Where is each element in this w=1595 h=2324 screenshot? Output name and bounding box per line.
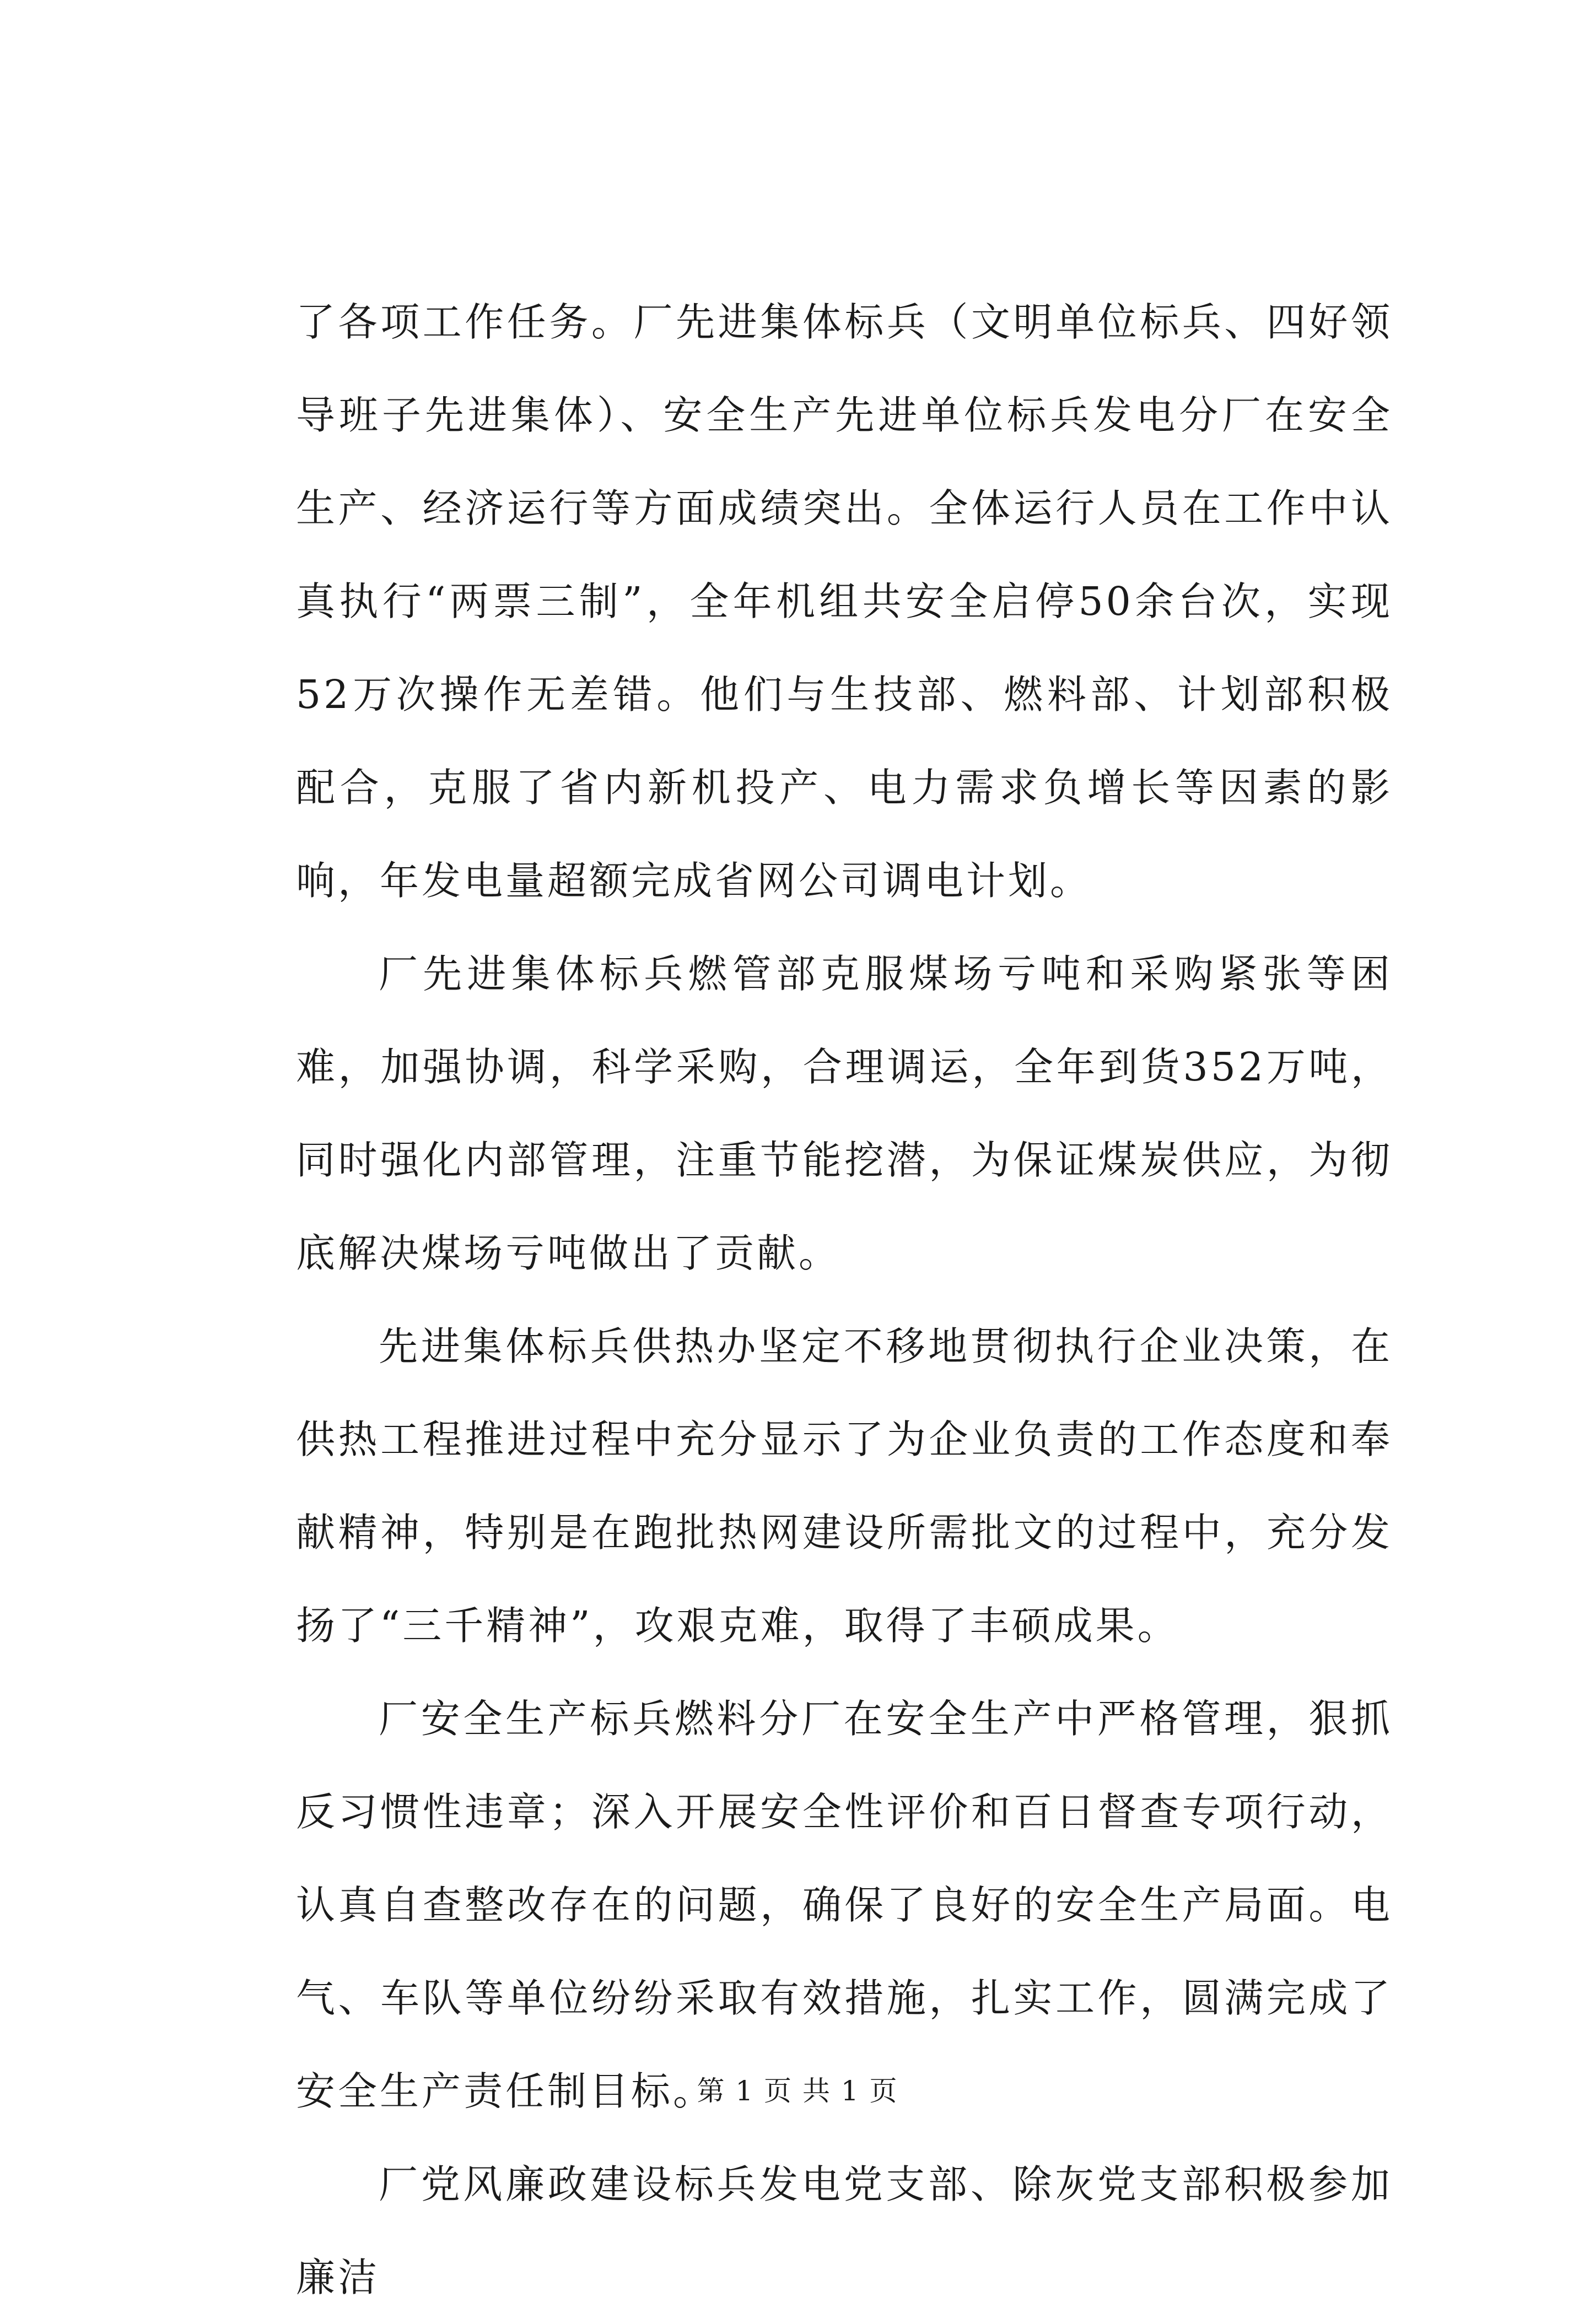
paragraph-party-conduct: 厂党风廉政建设标兵发电党支部、除灰党支部积极参加廉洁 [296,2161,1393,2300]
page-number: 第 1 页 共 1 页 [697,2075,898,2107]
document-body [296,275,1393,2324]
paragraph-heating-office: 先进集体标兵供热办坚定不移地贯彻执行企业决策，在供热工程推进过程中充分显示了为企业负责的工作态度和奉献精神，特别是在跑批热网建设所需批文的过程中，充分发扬了“三千精神”，攻艰克难，取得了丰硕成果。 [296,1323,1393,1649]
paragraph-continuation: 了各项工作任务。厂先进集体标兵（文明单位标兵、四好领导班子先进集体）、安全生产先进单位标兵发电分厂在安全生产、经济运行等方面成绩突出。全体运行人员在工作中认真执行“两票三制”，全年机组共安全启停50余台次，实现52万次操作无差错。他们与生技部、燃料部、计划部积极配合，克服了省内新机投产、电力需求负增长等因素的影响，年发电量超额完成省网公司调电计划。 [296,299,1393,904]
page-footer [0,2074,1595,2107]
paragraph-safety-production: 厂安全生产标兵燃料分厂在安全生产中严格管理，狠抓反习惯性违章；深入开展安全性评价和百日督查专项行动，认真自查整改存在的问题，确保了良好的安全生产局面。电气、车队等单位纷纷采取有效措施，扎实工作，圆满完成了安全生产责任制目标。 [296,1696,1393,2114]
paragraph-fuel-management: 厂先进集体标兵燃管部克服煤场亏吨和采购紧张等困难，加强协调，科学采购，合理调运，全年到货352万吨，同时强化内部管理，注重节能挖潜，为保证煤炭供应，为彻底解决煤场亏吨做出了贡献。 [296,951,1393,1276]
